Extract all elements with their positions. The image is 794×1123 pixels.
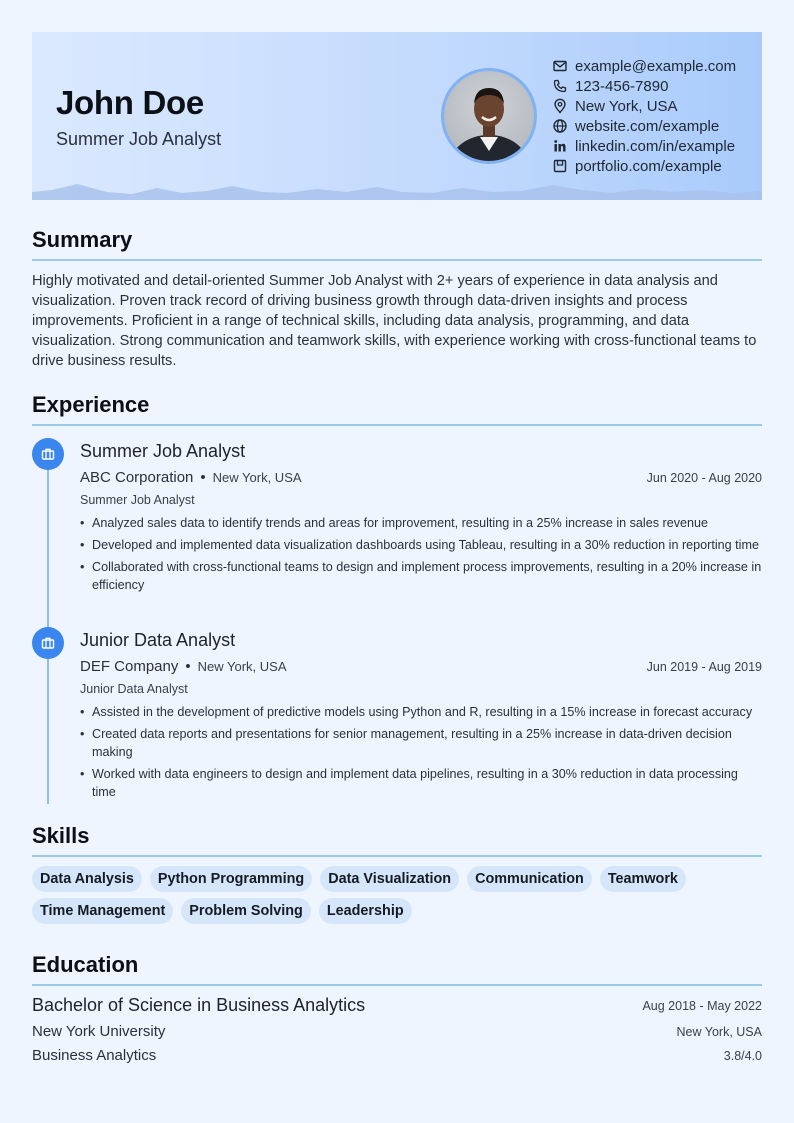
job-location: New York, USA: [212, 470, 302, 485]
job-company-line: [80, 658, 287, 675]
skills-list: [32, 866, 732, 924]
contact-location: [552, 96, 757, 116]
summary-divider: [32, 259, 762, 261]
skill-chip: Data Analysis: [32, 866, 142, 892]
linkedin-icon: [552, 138, 568, 154]
contact-website[interactable]: [552, 116, 757, 136]
education-field: Business Analytics: [32, 1047, 157, 1064]
skill-chip: Python Programming: [150, 866, 312, 892]
resume-header: [32, 32, 762, 200]
job-bullet: • Collaborated with cross-functional teams to design and implement process improvements, resulting in a 20% increase in efficiency: [80, 558, 762, 594]
education-school-row: [32, 1020, 762, 1044]
skills-heading: Skills: [32, 823, 90, 848]
portfolio-icon: [552, 158, 568, 174]
contact-phone-text: 123-456-7890: [575, 77, 669, 95]
education-dates: Aug 2018 - May 2022: [642, 999, 762, 1013]
job-bullet: • Assisted in the development of predictive models using Python and R, resulting in a 15% increase in forecast accuracy: [80, 703, 762, 721]
job-bullets: [80, 514, 762, 598]
separator-dot: •: [185, 658, 191, 675]
job-title: Junior Data Analyst: [80, 630, 236, 650]
separator-dot: •: [200, 469, 206, 486]
job-title: Summer Job Analyst: [80, 441, 246, 461]
job-company: DEF Company: [80, 658, 179, 675]
person-avatar-icon: [444, 71, 534, 161]
education-divider: [32, 984, 762, 986]
job-bullet: • Developed and implemented data visualization dashboards using Tableau, resulting in a 30% reduction in reporting time: [80, 536, 762, 554]
experience-timeline: [32, 438, 762, 804]
job-role: Junior Data Analyst: [80, 682, 188, 696]
contact-website-text: website.com/example: [575, 117, 720, 135]
summary-heading: Summary: [32, 227, 133, 252]
education-degree: Bachelor of Science in Business Analytics: [32, 995, 366, 1015]
job-dates: Jun 2020 - Aug 2020: [646, 471, 762, 485]
education-school: New York University: [32, 1023, 166, 1040]
job-bullet: • Worked with data engineers to design and implement data pipelines, resulting in a 30% reduction in data processing time: [80, 765, 762, 801]
header-wave-decoration: [32, 180, 762, 200]
contact-location-text: New York, USA: [575, 97, 678, 115]
contact-list: [552, 56, 757, 176]
skills-divider: [32, 855, 762, 857]
briefcase-icon: [32, 627, 64, 659]
skill-chip: Teamwork: [600, 866, 686, 892]
candidate-name: John Doe: [56, 84, 204, 121]
experience-divider: [32, 424, 762, 426]
contact-linkedin-text: linkedin.com/in/example: [575, 137, 736, 155]
candidate-title: Summer Job Analyst: [56, 129, 222, 149]
education-degree-row: [32, 996, 762, 1020]
phone-icon: [552, 78, 568, 94]
experience-heading: Experience: [32, 392, 150, 417]
summary-section: [32, 227, 762, 371]
job-bullet: • Created data reports and presentations for senior management, resulting in a 25% increase in data-driven decision making: [80, 725, 762, 761]
summary-text: Highly motivated and detail-oriented Summer Job Analyst with 2+ years of experience in data analysis and visualization. Proven track record of driving business growth through data-driven insights and process improvements. Proficient in a range of technical skills, including data analysis, programming, and data visualization. Strong communication and teamwork skills, with experience working with cross-functional teams to drive business results.: [32, 273, 757, 369]
job-bullet: • Analyzed sales data to identify trends and areas for improvement, resulting in a 25% increase in sales revenue: [80, 514, 762, 532]
contact-email[interactable]: [552, 56, 757, 76]
experience-section: [32, 392, 762, 806]
job-role: Summer Job Analyst: [80, 493, 195, 507]
contact-portfolio[interactable]: [552, 156, 757, 176]
education-section: [32, 952, 762, 1068]
education-location: New York, USA: [676, 1025, 762, 1039]
skill-chip: Time Management: [32, 898, 173, 924]
skill-chip: Leadership: [319, 898, 412, 924]
education-heading: Education: [32, 952, 139, 977]
education-field-row: [32, 1044, 762, 1068]
skill-chip: Communication: [467, 866, 592, 892]
location-icon: [552, 98, 568, 114]
job-company: ABC Corporation: [80, 469, 194, 486]
contact-phone[interactable]: [552, 76, 757, 96]
job-bullets: [80, 703, 762, 805]
contact-linkedin[interactable]: [552, 136, 757, 156]
education-gpa: 3.8/4.0: [723, 1049, 762, 1063]
education-entry: [32, 996, 762, 1068]
briefcase-icon: [32, 438, 64, 470]
skill-chip: Problem Solving: [181, 898, 311, 924]
profile-photo: [441, 68, 537, 164]
contact-email-text: example@example.com: [575, 57, 737, 75]
mail-icon: [552, 58, 568, 74]
skills-section: [32, 823, 762, 924]
job-location: New York, USA: [197, 659, 287, 674]
globe-icon: [552, 118, 568, 134]
job-company-line: [80, 469, 302, 486]
contact-portfolio-text: portfolio.com/example: [575, 157, 722, 175]
skill-chip: Data Visualization: [320, 866, 459, 892]
job-dates: Jun 2019 - Aug 2019: [646, 660, 762, 674]
